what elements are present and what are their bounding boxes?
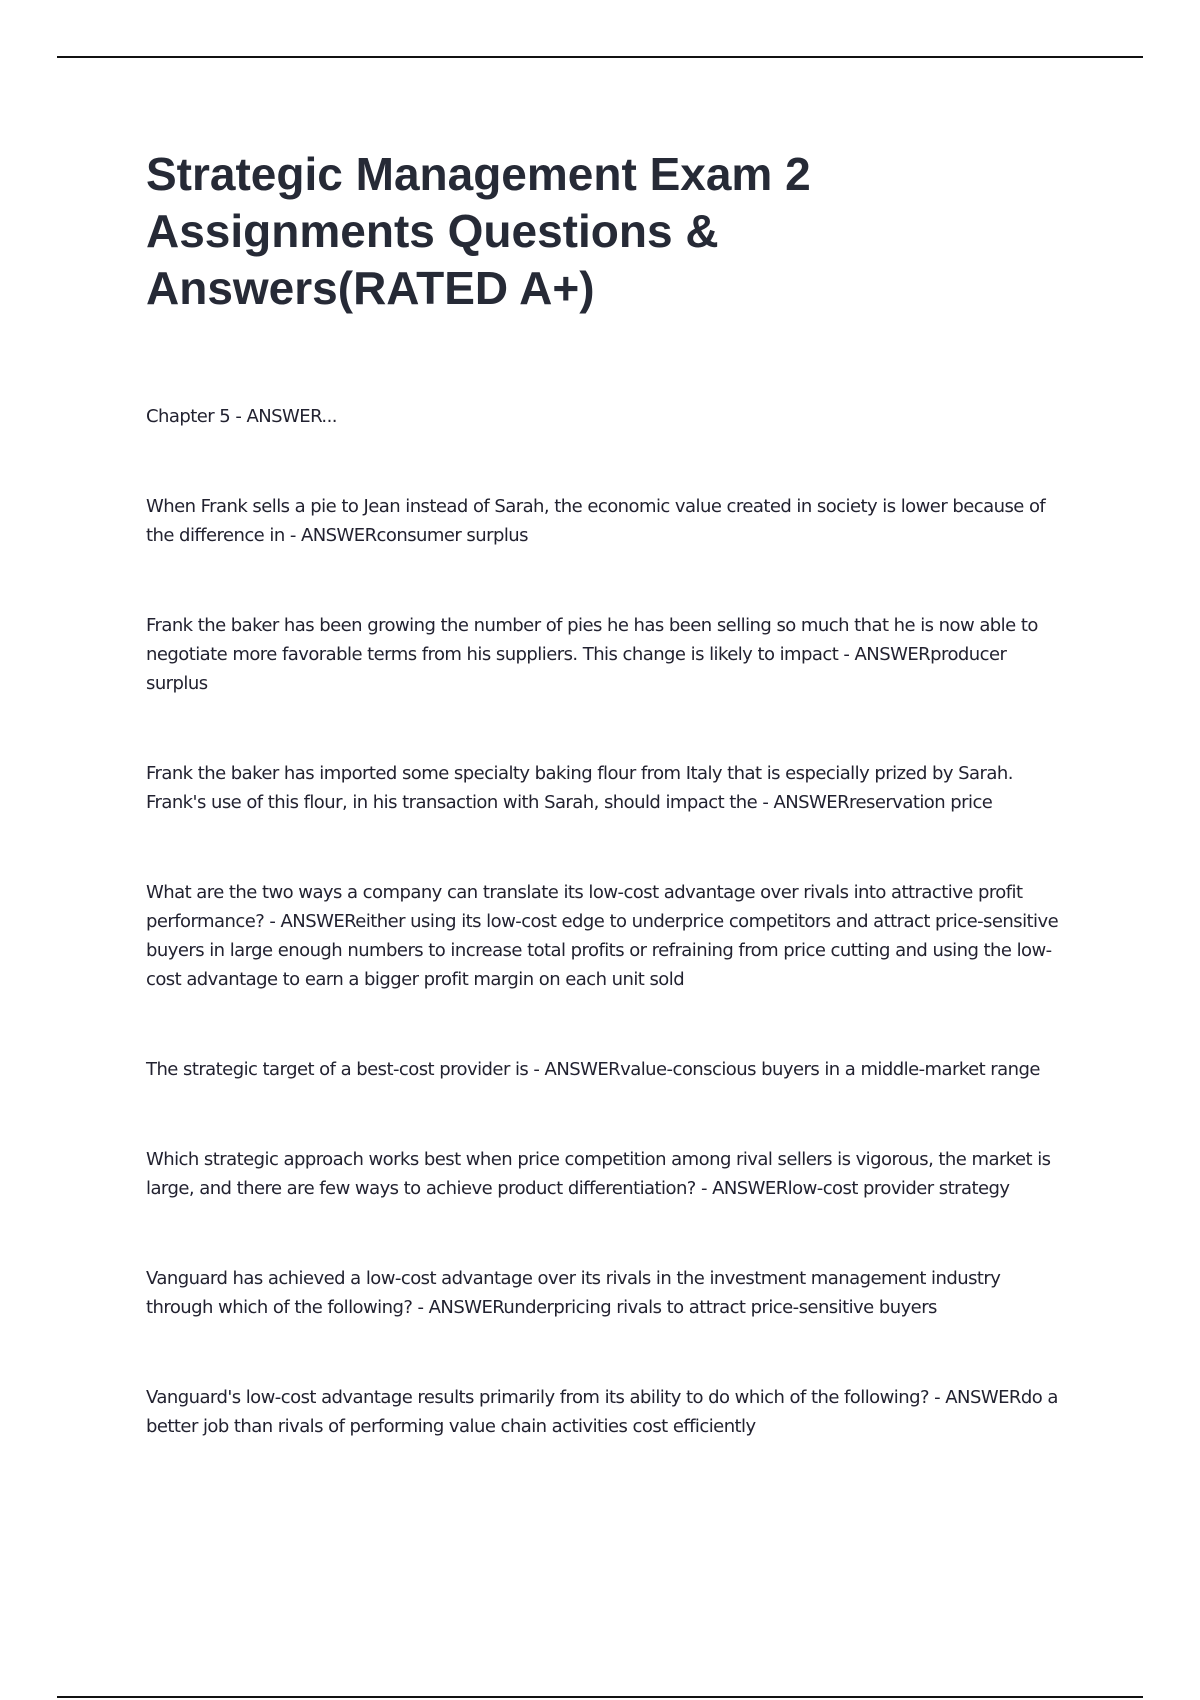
bottom-divider [57,1696,1143,1698]
qa-list [146,402,1066,1502]
qa-entry: Frank the baker has imported some specialty baking flour from Italy that is especially prized by Sarah. Frank's use of this flour, in his transaction with Sarah, should impact the - ANSWERreservation price [146,763,1013,813]
top-divider [57,56,1143,58]
qa-entry: Vanguard's low-cost advantage results primarily from its ability to do which of the following? - ANSWERdo a better job than rivals of performing value chain activities cost efficiently [146,1387,1058,1437]
qa-entry: Chapter 5 - ANSWER... [146,406,337,427]
qa-entry: The strategic target of a best-cost provider is - ANSWERvalue-conscious buyers in a middle-market range [146,1059,1040,1080]
qa-entry: Frank the baker has been growing the number of pies he has been selling so much that he is now able to negotiate more favorable terms from his suppliers. This change is likely to impact - ANSWERproducer surplus [146,615,1038,694]
qa-entry: Which strategic approach works best when price competition among rival sellers is vigorous, the market is large, and there are few ways to achieve product differentiation? - ANSWERlow-cost provider strategy [146,1149,1051,1199]
qa-entry: Vanguard has achieved a low-cost advantage over its rivals in the investment management industry through which of the following? - ANSWERunderpricing rivals to attract price-sensitive buyers [146,1268,1001,1318]
qa-entry: What are the two ways a company can translate its low-cost advantage over rivals into attractive profit performance? - ANSWEReither using its low-cost edge to underprice competitors and attract price-sensitive buyers in large enough numbers to increase total profits or refraining from price cutting and using the low-cost advantage to earn a bigger profit margin on each unit sold [146,882,1059,990]
qa-entry: When Frank sells a pie to Jean instead of Sarah, the economic value created in society is lower because of the difference in - ANSWERconsumer surplus [146,496,1046,546]
document-title: Strategic Management Exam 2 Assignments Questions & Answers(RATED A+) [146,148,811,314]
